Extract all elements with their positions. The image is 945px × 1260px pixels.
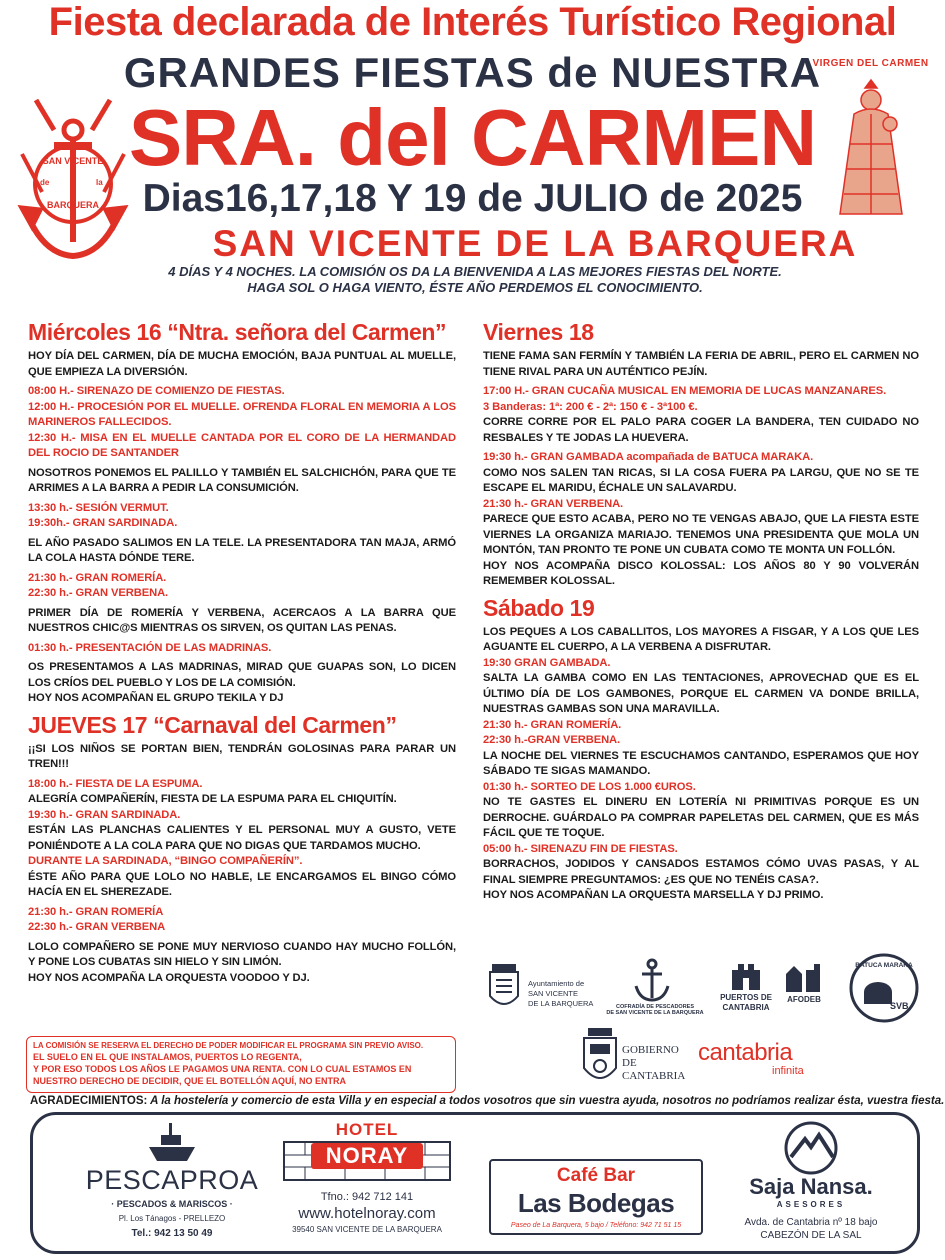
schedule-item: 21:30 h.- GRAN ROMERÍA. (28, 571, 167, 584)
castle-icon (730, 962, 762, 990)
batuca-maraka-logo (848, 952, 920, 1024)
sponsor-saja-nansa (723, 1121, 899, 1249)
virgen-arc-text: VIRGEN DEL CARMEN (812, 58, 929, 69)
headline-sra-del-carmen: SRA. del CARMEN (128, 93, 817, 182)
intro-line-2: HAGA SOL O HAGA VIENTO, ÉSTE AÑO PERDEMOS EL CONOCIMIENTO. (247, 280, 703, 295)
noray-name: NORAY (311, 1143, 423, 1169)
noray-addr: 39540 SAN VICENTE DE LA BARQUERA (292, 1225, 442, 1234)
text-block: EL AÑO PASADO SALIMOS EN LA TELE. LA PRESENTADORA TAN MAJA, ARMÓ LA COLA HASTA DÓNDE TERE. (28, 536, 456, 564)
text-block: LA NOCHE DEL VIERNES TE ESCUCHAMOS CANTANDO, ESPERAMOS QUE HOY SÁBADO TE SIGAS MAMANDO. (483, 749, 919, 777)
saja-name: Saja Nansa. (749, 1174, 873, 1199)
sponsor-pescaproa (77, 1121, 267, 1249)
coat-of-arms-icon (486, 962, 522, 1014)
text-block: PRIMER DÍA DE ROMERÍA Y VERBENA, ACERCAOS A LA BARRA QUE NUESTROS CHIC@S MIENTRAS OS SIRVEN, OS QUITAN LAS PENAS. (28, 606, 456, 634)
schedule-item: 19:30 h.- GRAN SARDINADA. (28, 808, 181, 821)
text-block: NOSOTROS PONEMOS EL PALILLO Y TAMBIÉN EL SALCHICHÓN, PARA QUE TE ARRIMES A LA BARRA A PEDIR LA CONSUMICIÓN. (28, 466, 456, 494)
afodeb-logo (776, 962, 832, 1018)
festival-dates: Dias16,17,18 Y 19 de JULIO de 2025 (142, 177, 803, 220)
batuca-text: BATUCA MARAKA (855, 962, 913, 969)
intro-text (150, 264, 800, 296)
crest-icon (582, 1026, 618, 1088)
schedule-item: 05:00 h.- SIRENAZU FIN DE FIESTAS. (483, 842, 678, 855)
day-title-miercoles: Miércoles 16 “Ntra. señora del Carmen” (28, 319, 447, 345)
puertos-line1: PUERTOS DE (720, 993, 772, 1002)
schedule-item: 21:30 h.- GRAN VERBENA. (483, 497, 624, 510)
pescaproa-addr: Pl. Los Tánagos - PRELLEZO (118, 1214, 226, 1223)
schedule-item: 21:30 h.- GRAN ROMERÍA. (483, 718, 622, 731)
text-block: ¡¡SI LOS NIÑOS SE PORTAN BIEN, TENDRÁN GOLOSINAS PARA PARAR UN TREN!!! (28, 742, 456, 770)
saja-addr2: CABEZÓN DE LA SAL (760, 1230, 862, 1241)
gobierno-line3: CANTABRIA (622, 1070, 686, 1082)
schedule-item: 17:00 H.- GRAN CUCAÑA MUSICAL EN MEMORIA DE LUCAS MANZANARES. (483, 385, 887, 397)
schedule-item: 13:30 h.- SESIÓN VERMUT. (28, 501, 169, 514)
virgen-del-carmen-logo (808, 58, 933, 220)
puertos-cantabria-logo (716, 962, 776, 1018)
agradecimientos-label: AGRADECIMIENTOS: (30, 1095, 148, 1107)
tower-icon (782, 962, 826, 992)
mountain-icon (781, 1121, 841, 1175)
saja-sub: ASESORES (776, 1200, 846, 1209)
pescaproa-name: PESCAPROA (85, 1165, 259, 1195)
noray-web: www.hotelnoray.com (298, 1205, 436, 1222)
cantabria-infinita-logo (698, 1040, 828, 1080)
schedule-item: 22:30 h.- GRAN VERBENA (28, 921, 166, 933)
logo-left-la: la (96, 178, 103, 187)
bodegas-cafe: Café Bar (556, 1165, 636, 1186)
headline-grandes-fiestas: GRANDES FIESTAS de NUESTRA (123, 49, 822, 96)
anchor-icon (632, 958, 672, 1002)
schedule-item: 19:30h.- GRAN SARDINADA. (28, 517, 178, 529)
sponsor-hotel-noray (277, 1121, 457, 1249)
cantabria-word: cantabria (698, 1039, 793, 1066)
cofradia-logo (600, 958, 710, 1018)
schedule-item: 19:30 h.- GRAN GAMBADA acompañada de BATUCA MARAKA. (483, 451, 814, 463)
san-vicente-anchor-logo (14, 96, 132, 268)
logo-left-line2: BARQUERA (46, 200, 99, 210)
svb-text: SVB (890, 1001, 909, 1011)
schedule-item: 01:30 h.- SORTEO DE LOS 1.000 €UROS. (483, 780, 696, 793)
schedule-item: 08:00 H.- SIRENAZO DE COMIENZO DE FIESTAS. (28, 385, 285, 397)
schedule-item: 12:30 H.- MISA EN EL MUELLE CANTADA POR EL CORO DE LA HERMANDAD DEL ROCIO DE SANTANDER (28, 431, 456, 459)
day-title-jueves: JUEVES 17 “Carnaval del Carmen” (28, 711, 397, 738)
noray-hotel: HOTEL (335, 1120, 399, 1139)
schedule-item: 3 Banderas: 1ª: 200 € - 2ª: 150 € - 3ª100 €. (483, 400, 698, 413)
text-block: HOY NOS ACOMPAÑA DISCO KOLOSSAL: LOS AÑOS 80 Y 90 VOLVERÁN REMEMBER KOLOSSAL. (483, 559, 919, 587)
text-block: ÉSTE AÑO PARA QUE LOLO NO HABLE, LE ENCARGAMOS EL BINGO CÓMO HACÍA EN EL SHEREZADE. (28, 870, 456, 898)
column-left (28, 318, 456, 990)
text-block: HOY NOS ACOMPAÑA LA ORQUESTA VOODOO Y DJ. (28, 971, 310, 984)
schedule-item: DURANTE LA SARDINADA, “BINGO COMPAÑERÍN”. (28, 855, 303, 867)
text-block: HOY NOS ACOMPAÑAN LA ORQUESTA MARSELLA Y DJ PRIMO. (483, 889, 824, 901)
schedule-item: 19:30 GRAN GAMBADA. (483, 656, 611, 669)
text-block: CORRE CORRE POR EL PALO PARA COGER LA BANDERA, TEN CUIDADO NO RESBALES Y TE JODAS LA HUEVERA. (483, 416, 919, 444)
town-name: SAN VICENTE DE LA BARQUERA (212, 223, 858, 264)
text-block: HOY DÍA DEL CARMEN, DÍA DE MUCHA EMOCIÓN, BAJA PUNTUAL AL MUELLE, QUE EMPIEZA LA DIVERSIÓN. (28, 350, 456, 378)
pescaproa-sub: · PESCADOS & MARISCOS · (111, 1199, 233, 1209)
schedule-item: 21:30 h.- GRAN ROMERÍA (28, 905, 164, 918)
schedule-item: 01:30 h.- PRESENTACIÓN DE LAS MADRINAS. (28, 641, 272, 654)
ship-icon (147, 1121, 197, 1165)
noray-tel: Tfno.: 942 712 141 (320, 1191, 414, 1203)
ayuntamiento-logo (486, 962, 596, 1018)
disclaimer-line4: NUESTRO DERECHO DE DECIDIR, QUE EL BOTELLÓN AQUÍ, NO ENTRA (33, 1076, 347, 1086)
text-block: SALTA LA GAMBA COMO EN LAS TENTACIONES, APROVECHAD QUE ES EL ÚLTIMO DÍA DE LOS GAMBONES, PORQUE EL CARMEN VA DONDE BRILLA, NUESTRAS GAMBAS SON UNA MARAVILLA. (483, 672, 919, 715)
pescaproa-tel: Tel.: 942 13 50 49 (131, 1228, 213, 1239)
text-block: ESTÁN LAS PLANCHAS CALIENTES Y EL PERSONAL MUY A GUSTO, VETE PONIÉNDOTE A LA COLA PARA QUE NO DIGAS QUE TARDAMOS MUCHO. (28, 824, 456, 852)
disclaimer-line2: EL SUELO EN EL QUE INSTALAMOS, PUERTOS LO REGENTA, (33, 1052, 302, 1062)
text-block: LOS PEQUES A LOS CABALLITOS, LOS MAYORES A FISGAR, Y A LOS QUE LES AGUANTE EL CUERPO, A LA VERBENA A DISFRUTAR. (483, 625, 919, 653)
anchor-icon (14, 96, 132, 268)
sponsors-box (30, 1112, 920, 1254)
gobierno-line1: GOBIERNO (622, 1044, 679, 1056)
text-block: COMO NOS SALEN TAN RICAS, SI LA COSA FUERA PA LARGU, QUE NO SE TE ESCAPE EL MARIDU, ÉCHALE UN SALAVARDU. (483, 466, 919, 494)
schedule-item: 22:30 h.-GRAN VERBENA. (483, 734, 621, 746)
banner-interes-turistico: Fiesta declarada de Interés Turístico Regional (48, 0, 897, 44)
virgin-icon (816, 74, 926, 220)
day-title-viernes: Viernes 18 (483, 319, 594, 345)
column-right (483, 318, 919, 908)
saja-addr1: Avda. de Cantabria nº 18 bajo (744, 1217, 878, 1228)
gobierno-cantabria-logo (582, 1026, 692, 1092)
schedule-item: 12:00 H.- PROCESIÓN POR EL MUELLE. OFRENDA FLORAL EN MEMORIA A LOS MARINEROS FALLECIDOS. (28, 400, 456, 428)
bodegas-name: Las Bodegas (517, 1188, 675, 1218)
intro-line-1: 4 DÍAS Y 4 NOCHES. LA COMISIÓN OS DA LA BIENVENIDA A LAS MEJORES FIESTAS DEL NORTE. (168, 264, 782, 279)
cofradia-line1: COFRADÍA DE PESCADORES (615, 1004, 695, 1010)
disclaimer-line3: Y POR ESO TODOS LOS AÑOS LE PAGAMOS UNA RENTA. CON LO CUAL ESTAMOS EN (33, 1064, 412, 1074)
puertos-line2: CANTABRIA (722, 1003, 770, 1012)
text-block: BORRACHOS, JODIDOS Y CANSADOS ESTAMOS CÓMO UVAS PASAS, Y AL FINAL SIEMPRE PREGUNTAMOS: ¿ES QUE NO TENÉIS CASA?. (483, 858, 919, 886)
text-block: ALEGRÍA COMPAÑERÍN, FIESTA DE LA ESPUMA PARA EL CHIQUITÍN. (28, 793, 397, 805)
schedule-item: 22:30 h.- GRAN VERBENA. (28, 587, 169, 599)
day-title-sabado: Sábado 19 (483, 594, 595, 621)
text-block: HOY NOS ACOMPAÑAN EL GRUPO TEKILA Y DJ (28, 692, 284, 704)
agradecimientos (30, 1094, 945, 1109)
gobierno-line2: DE (622, 1057, 637, 1069)
text-block: OS PRESENTAMOS A LAS MADRINAS, MIRAD QUE GUAPAS SON, LO DICEN LOS CRÍOS DEL PUEBLO Y LOS DE LA COMISIÓN. (28, 661, 456, 689)
ayto-line2: SAN VICENTE (528, 989, 579, 998)
disclaimer-box (26, 1036, 456, 1093)
bodegas-addr: Paseo de La Barquera, 5 bajo / Teléfono: 942 71 51 15 (510, 1222, 682, 1229)
agradecimientos-text: A la hostelería y comercio de esta Villa y en especial a todos vosotros que sin vuestra ayuda, nosotros no podríamos realizar ésta, vuestra fiesta. (147, 1095, 945, 1107)
text-block: NO TE GASTES EL DINERU EN LOTERÍA NI PRIMITIVAS PORQUE ES UN DERROCHE. GUÁRDALO PA COMPRAR PAPELETAS DEL CARMEN, QUE ES MÁS FÁCIL QUE TE TOQUE. (483, 796, 919, 839)
logo-left-de: de (40, 178, 50, 187)
logo-left-line1: SAN VICENTE (42, 156, 104, 166)
afodeb-text: AFODEB (787, 995, 821, 1004)
disclaimer-line1: LA COMISIÓN SE RESERVA EL DERECHO DE PODER MODIFICAR EL PROGRAMA SIN PREVIO AVISO. (33, 1041, 424, 1050)
ayto-line1: Ayuntamiento de (528, 979, 585, 988)
text-block: TIENE FAMA SAN FERMÍN Y TAMBIÉN LA FERIA DE ABRIL, PERO EL CARMEN NO TIENE RIVAL PARA UN AUTÉNTICO PEJÍN. (483, 350, 919, 378)
schedule-item: 18:00 h.- FIESTA DE LA ESPUMA. (28, 777, 203, 790)
sponsor-las-bodegas (489, 1159, 703, 1235)
infinita-word: infinita (772, 1065, 804, 1077)
text-block: LOLO COMPAÑERO SE PONE MUY NERVIOSO CUANDO HAY MUCHO FOLLÓN, Y PONE LOS CUBATAS SIN HIELO Y SIN LIMÓN. (28, 940, 456, 968)
cofradia-line2: DE SAN VICENTE DE LA BARQUERA (606, 1010, 704, 1016)
ayto-line3: DE LA BARQUERA (528, 999, 594, 1008)
text-block: PARECE QUE ESTO ACABA, PERO NO TE VENGAS ABAJO, QUE LA FIESTA ESTE VIERNES LA ORGANIZA MARIAJO. TENEMOS UNA PRESIDENTA QUE MOLA UN MONTÓN, TAN PRONTO TE PONE UN CUBATA COMO TE MONTA UN FOLLÓN. (483, 513, 919, 556)
